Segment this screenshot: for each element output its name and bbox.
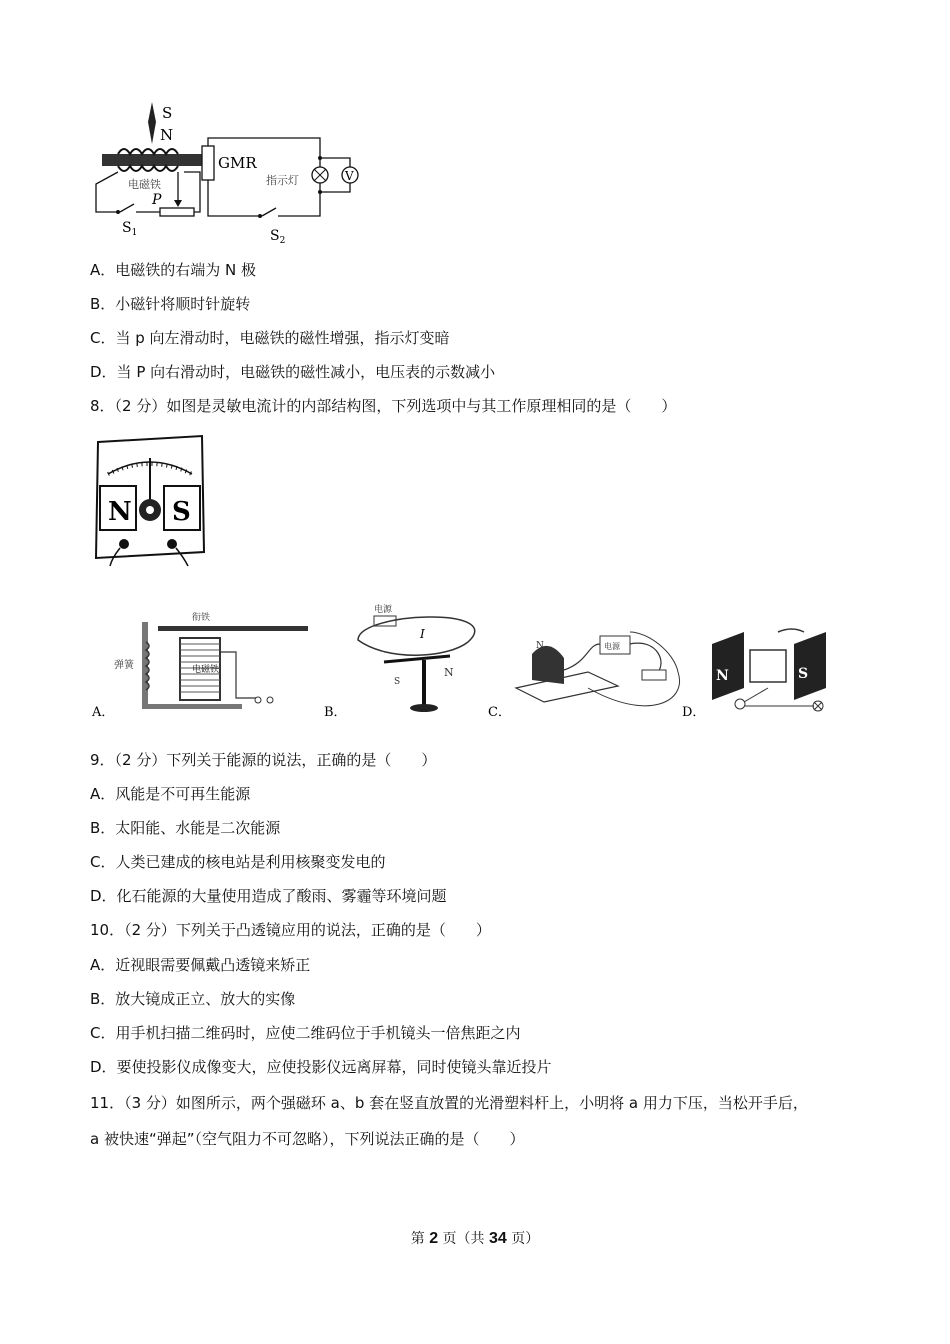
option-d-figure	[682, 629, 826, 720]
option-b-s-label: S	[394, 677, 401, 687]
option-a-label: A．	[92, 705, 115, 720]
option-d-s-label: S	[798, 666, 809, 682]
q8-stem: 8．（2 分）如图是灵敏电流计的内部结构图，下列选项中与其工作原理相同的是（ ）	[90, 397, 677, 415]
q9-option-c: C．人类已建成的核电站是利用核聚变发电的	[90, 853, 386, 871]
compass-needle-icon	[148, 102, 156, 144]
q10-option-a: A．近视眼需要佩戴凸透镜来矫正	[90, 956, 311, 974]
q10-stem: 10．（2 分）下列关于凸透镜应用的说法，正确的是（ ）	[90, 921, 491, 939]
option-a-core-label: 电磁铁	[192, 665, 220, 675]
s2-label: $S_2$	[270, 228, 286, 246]
option-c-figure	[488, 632, 680, 720]
q8-option-figures	[88, 592, 868, 722]
galvanometer-n-label: N	[108, 497, 132, 527]
q7-option-a: A．电磁铁的右端为 N 极	[90, 261, 257, 279]
q10-option-b: B．放大镜成正立、放大的实像	[90, 990, 296, 1008]
p-label: P	[152, 192, 162, 208]
option-b-label: B．	[324, 705, 347, 720]
core-label: 电磁铁	[128, 178, 161, 191]
footer-total-pages: 34	[489, 1230, 507, 1247]
galvanometer-figure	[92, 432, 212, 568]
footer-prefix: 第	[410, 1231, 430, 1247]
needle-s-label: S	[162, 104, 173, 122]
option-b-figure	[324, 603, 475, 720]
footer-middle: 页（共	[438, 1231, 489, 1247]
s1-label: $S_1$	[122, 220, 138, 238]
gmr-resistor	[202, 146, 214, 180]
gmr-label: GMR	[218, 154, 257, 172]
rheostat	[160, 208, 194, 216]
needle-n-label: N	[160, 126, 174, 144]
q10-option-c: C．用手机扫描二维码时，应使二维码位于手机镜头一倍焦距之内	[90, 1024, 521, 1042]
option-a-spring-label: 弹簧	[114, 660, 134, 671]
voltmeter-label: V	[345, 169, 354, 183]
q9-option-d: D．化石能源的大量使用造成了酸雨、雾霾等环境问题	[90, 887, 447, 905]
q9-option-a: A．风能是不可再生能源	[90, 785, 251, 803]
option-c-label: C．	[488, 705, 511, 720]
q9-option-b: B．太阳能、水能是二次能源	[90, 819, 281, 837]
option-a-figure	[91, 611, 308, 720]
q7-option-b: B．小磁针将顺时针旋转	[90, 295, 251, 313]
option-c-box-label: 电源	[604, 642, 620, 651]
galvanometer-s-label: S	[172, 497, 191, 527]
option-a-top-label: 衔铁	[192, 613, 211, 623]
q7-option-d: D．当 P 向右滑动时，电磁铁的磁性减小，电压表的示数减小	[90, 363, 496, 381]
q11-stem-line1: 11．（3 分）如图所示，两个强磁环 a、b 套在竖直放置的光滑塑料杆上，小明将 a 用力下压，当松开手后，	[90, 1094, 808, 1112]
q11-stem-line2: a 被快速“弹起”（空气阻力不可忽略），下列说法正确的是（ ）	[90, 1130, 525, 1148]
option-d-label: D．	[682, 705, 706, 720]
footer-page-number: 2	[429, 1230, 439, 1247]
q10-option-d: D．要使投影仪成像变大，应使投影仪远离屏幕，同时使镜头靠近投片	[90, 1058, 552, 1076]
q7-option-c: C．当 p 向左滑动时，电磁铁的磁性增强，指示灯变暗	[90, 329, 450, 347]
option-b-current-label: I	[420, 627, 425, 641]
page-footer	[0, 1228, 950, 1248]
option-b-n-label: N	[444, 666, 454, 679]
option-b-top-label: 电源	[374, 605, 393, 615]
footer-suffix: 页）	[506, 1231, 540, 1247]
circuit-figure	[88, 100, 368, 246]
electromagnet-core	[102, 154, 202, 166]
lamp-label: 指示灯	[266, 174, 299, 187]
option-c-n-label: N	[536, 641, 544, 651]
q9-stem: 9．（2 分）下列关于能源的说法，正确的是（ ）	[90, 751, 437, 769]
option-d-n-label: N	[716, 668, 729, 684]
